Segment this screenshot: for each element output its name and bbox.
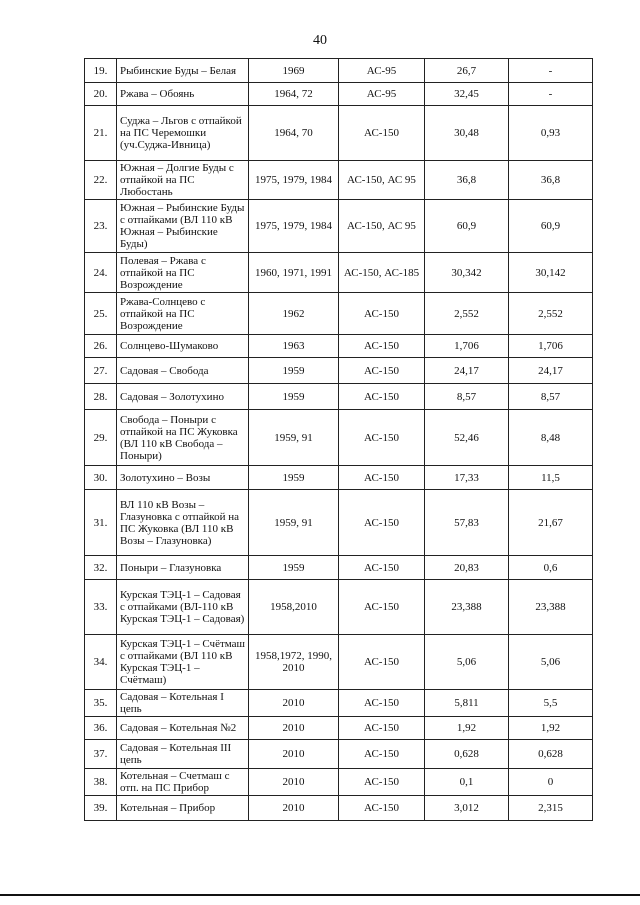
region-length-cell: 5,06: [509, 635, 593, 690]
table-body: [85, 59, 593, 821]
total-length-cell: 0,1: [425, 769, 509, 796]
region-length-cell: 30,142: [509, 253, 593, 293]
commissioning-years-cell: 1963: [249, 335, 339, 358]
row-number-cell: 34.: [85, 635, 117, 690]
commissioning-years-cell: 2010: [249, 796, 339, 821]
total-length-cell: 5,06: [425, 635, 509, 690]
commissioning-years-cell: 2010: [249, 740, 339, 769]
region-length-cell: 23,388: [509, 580, 593, 635]
wire-brand-cell: АС-150: [339, 690, 425, 717]
row-number-cell: 38.: [85, 769, 117, 796]
total-length-cell: 26,7: [425, 59, 509, 83]
line-name-cell: Золотухино – Возы: [117, 466, 249, 490]
region-length-cell: 1,92: [509, 717, 593, 740]
commissioning-years-cell: 1962: [249, 293, 339, 335]
total-length-cell: 60,9: [425, 200, 509, 253]
table-row: [85, 161, 593, 200]
total-length-cell: 17,33: [425, 466, 509, 490]
row-number-cell: 31.: [85, 490, 117, 556]
line-name-cell: Садовая – Котельная I цепь: [117, 690, 249, 717]
table-row: [85, 410, 593, 466]
region-length-cell: 0,6: [509, 556, 593, 580]
table-row: [85, 335, 593, 358]
total-length-cell: 52,46: [425, 410, 509, 466]
row-number-cell: 37.: [85, 740, 117, 769]
commissioning-years-cell: 2010: [249, 717, 339, 740]
wire-brand-cell: АС-150: [339, 384, 425, 410]
row-number-cell: 19.: [85, 59, 117, 83]
row-number-cell: 27.: [85, 358, 117, 384]
line-name-cell: Котельная – Счетмаш с отп. на ПС Прибор: [117, 769, 249, 796]
total-length-cell: 1,706: [425, 335, 509, 358]
wire-brand-cell: АС-150: [339, 717, 425, 740]
table-row: [85, 358, 593, 384]
table-row: [85, 490, 593, 556]
total-length-cell: 0,628: [425, 740, 509, 769]
row-number-cell: 25.: [85, 293, 117, 335]
commissioning-years-cell: 1959: [249, 556, 339, 580]
commissioning-years-cell: 1959, 91: [249, 490, 339, 556]
row-number-cell: 32.: [85, 556, 117, 580]
region-length-cell: 21,67: [509, 490, 593, 556]
wire-brand-cell: АС-150: [339, 335, 425, 358]
row-number-cell: 20.: [85, 83, 117, 106]
region-length-cell: 5,5: [509, 690, 593, 717]
table-row: [85, 635, 593, 690]
row-number-cell: 35.: [85, 690, 117, 717]
region-length-cell: 8,57: [509, 384, 593, 410]
region-length-cell: -: [509, 83, 593, 106]
wire-brand-cell: АС-150: [339, 769, 425, 796]
line-name-cell: Южная – Долгие Буды с отпайкой на ПС Любостань: [117, 161, 249, 200]
wire-brand-cell: АС-150: [339, 796, 425, 821]
line-name-cell: ВЛ 110 кВ Возы – Глазуновка с отпайкой на ПС Жуковка (ВЛ 110 кВ Возы – Глазуновка): [117, 490, 249, 556]
region-length-cell: 36,8: [509, 161, 593, 200]
region-length-cell: 0: [509, 769, 593, 796]
row-number-cell: 22.: [85, 161, 117, 200]
region-length-cell: 2,315: [509, 796, 593, 821]
total-length-cell: 30,342: [425, 253, 509, 293]
region-length-cell: 24,17: [509, 358, 593, 384]
wire-brand-cell: АС-150: [339, 410, 425, 466]
line-name-cell: Солнцево-Шумаково: [117, 335, 249, 358]
row-number-cell: 29.: [85, 410, 117, 466]
table-row: [85, 796, 593, 821]
commissioning-years-cell: 1964, 72: [249, 83, 339, 106]
table-row: [85, 556, 593, 580]
commissioning-years-cell: 1964, 70: [249, 106, 339, 161]
commissioning-years-cell: 1959: [249, 466, 339, 490]
total-length-cell: 8,57: [425, 384, 509, 410]
table-row: [85, 253, 593, 293]
total-length-cell: 5,811: [425, 690, 509, 717]
wire-brand-cell: АС-150, АС-185: [339, 253, 425, 293]
total-length-cell: 32,45: [425, 83, 509, 106]
table-row: [85, 466, 593, 490]
commissioning-years-cell: 1959, 91: [249, 410, 339, 466]
region-length-cell: 0,628: [509, 740, 593, 769]
region-length-cell: 2,552: [509, 293, 593, 335]
wire-brand-cell: АС-150: [339, 106, 425, 161]
region-length-cell: 1,706: [509, 335, 593, 358]
row-number-cell: 26.: [85, 335, 117, 358]
wire-brand-cell: АС-150: [339, 293, 425, 335]
line-name-cell: Садовая – Свобода: [117, 358, 249, 384]
total-length-cell: 3,012: [425, 796, 509, 821]
total-length-cell: 1,92: [425, 717, 509, 740]
line-name-cell: Свобода – Поныри с отпайкой на ПС Жуковка (ВЛ 110 кВ Свобода – Поныри): [117, 410, 249, 466]
region-length-cell: 8,48: [509, 410, 593, 466]
table-row: [85, 769, 593, 796]
table-row: [85, 740, 593, 769]
page-number: 40: [313, 33, 327, 48]
commissioning-years-cell: 2010: [249, 769, 339, 796]
wire-brand-cell: АС-95: [339, 59, 425, 83]
row-number-cell: 24.: [85, 253, 117, 293]
line-name-cell: Рыбинские Буды – Белая: [117, 59, 249, 83]
table-row: [85, 717, 593, 740]
line-name-cell: Курская ТЭЦ-1 – Садовая с отпайками (ВЛ-110 кВ Курская ТЭЦ-1 – Садовая): [117, 580, 249, 635]
table-row: [85, 690, 593, 717]
row-number-cell: 39.: [85, 796, 117, 821]
line-name-cell: Ржава – Обоянь: [117, 83, 249, 106]
commissioning-years-cell: 1959: [249, 384, 339, 410]
wire-brand-cell: АС-150, АС 95: [339, 161, 425, 200]
row-number-cell: 33.: [85, 580, 117, 635]
row-number-cell: 28.: [85, 384, 117, 410]
total-length-cell: 24,17: [425, 358, 509, 384]
wire-brand-cell: АС-150: [339, 556, 425, 580]
wire-brand-cell: АС-150, АС 95: [339, 200, 425, 253]
row-number-cell: 36.: [85, 717, 117, 740]
commissioning-years-cell: 1958,1972, 1990, 2010: [249, 635, 339, 690]
line-name-cell: Суджа – Льгов с отпайкой на ПС Черемошки (уч.Суджа-Ивница): [117, 106, 249, 161]
table-row: [85, 580, 593, 635]
line-name-cell: Садовая – Золотухино: [117, 384, 249, 410]
wire-brand-cell: АС-150: [339, 740, 425, 769]
table-row: [85, 293, 593, 335]
wire-brand-cell: АС-150: [339, 635, 425, 690]
row-number-cell: 30.: [85, 466, 117, 490]
region-length-cell: 11,5: [509, 466, 593, 490]
row-number-cell: 21.: [85, 106, 117, 161]
total-length-cell: 2,552: [425, 293, 509, 335]
row-number-cell: 23.: [85, 200, 117, 253]
wire-brand-cell: АС-150: [339, 580, 425, 635]
table-row: [85, 83, 593, 106]
line-name-cell: Поныри – Глазуновка: [117, 556, 249, 580]
line-name-cell: Курская ТЭЦ-1 – Счётмаш с отпайками (ВЛ 110 кВ Курская ТЭЦ-1 – Счётмаш): [117, 635, 249, 690]
total-length-cell: 23,388: [425, 580, 509, 635]
total-length-cell: 57,83: [425, 490, 509, 556]
commissioning-years-cell: 1959: [249, 358, 339, 384]
commissioning-years-cell: 1960, 1971, 1991: [249, 253, 339, 293]
line-name-cell: Полевая – Ржава с отпайкой на ПС Возрождение: [117, 253, 249, 293]
region-length-cell: -: [509, 59, 593, 83]
line-name-cell: Ржава-Солнцево с отпайкой на ПС Возрождение: [117, 293, 249, 335]
power-lines-table: [84, 58, 593, 821]
total-length-cell: 30,48: [425, 106, 509, 161]
commissioning-years-cell: 1969: [249, 59, 339, 83]
page-bottom-rule: [0, 894, 640, 896]
region-length-cell: 0,93: [509, 106, 593, 161]
wire-brand-cell: АС-150: [339, 358, 425, 384]
wire-brand-cell: АС-95: [339, 83, 425, 106]
wire-brand-cell: АС-150: [339, 490, 425, 556]
commissioning-years-cell: 2010: [249, 690, 339, 717]
table-row: [85, 384, 593, 410]
wire-brand-cell: АС-150: [339, 466, 425, 490]
line-name-cell: Южная – Рыбинские Буды с отпайками (ВЛ 110 кВ Южная – Рыбинские Буды): [117, 200, 249, 253]
total-length-cell: 36,8: [425, 161, 509, 200]
line-name-cell: Садовая – Котельная №2: [117, 717, 249, 740]
commissioning-years-cell: 1975, 1979, 1984: [249, 161, 339, 200]
table-row: [85, 59, 593, 83]
commissioning-years-cell: 1975, 1979, 1984: [249, 200, 339, 253]
line-name-cell: Котельная – Прибор: [117, 796, 249, 821]
commissioning-years-cell: 1958,2010: [249, 580, 339, 635]
table-row: [85, 106, 593, 161]
region-length-cell: 60,9: [509, 200, 593, 253]
line-name-cell: Садовая – Котельная III цепь: [117, 740, 249, 769]
total-length-cell: 20,83: [425, 556, 509, 580]
table-row: [85, 200, 593, 253]
